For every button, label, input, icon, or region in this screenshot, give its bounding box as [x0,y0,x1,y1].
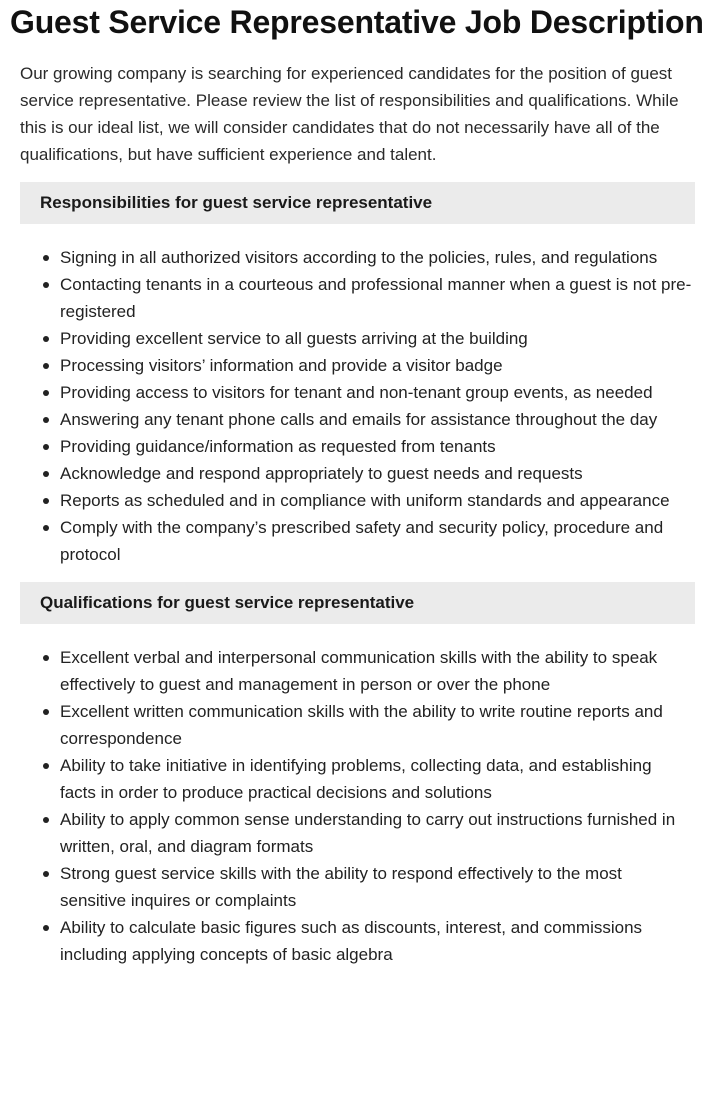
qualifications-list [0,644,692,968]
list-item: Comply with the company’s prescribed safety and security policy, procedure and protocol [60,514,692,568]
list-item: Excellent verbal and interpersonal communication skills with the ability to speak effectively to guest and management in person or over the phone [60,644,692,698]
list-item: Strong guest service skills with the ability to respond effectively to the most sensitive inquires or complaints [60,860,692,914]
list-item: Ability to apply common sense understanding to carry out instructions furnished in written, oral, and diagram formats [60,806,692,860]
list-item: Reports as scheduled and in compliance with uniform standards and appearance [60,487,692,514]
responsibilities-heading: Responsibilities for guest service representative [20,182,695,224]
list-item: Ability to calculate basic figures such as discounts, interest, and commissions including applying concepts of basic algebra [60,914,692,968]
qualifications-heading: Qualifications for guest service representative [20,582,695,624]
page-title: Guest Service Representative Job Description [10,4,704,40]
list-item: Providing guidance/information as requested from tenants [60,433,692,460]
list-item: Ability to take initiative in identifying problems, collecting data, and establishing facts in order to produce practical decisions and solutions [60,752,692,806]
list-item: Answering any tenant phone calls and emails for assistance throughout the day [60,406,692,433]
list-item: Providing access to visitors for tenant and non-tenant group events, as needed [60,379,692,406]
list-item: Acknowledge and respond appropriately to guest needs and requests [60,460,692,487]
intro-paragraph: Our growing company is searching for experienced candidates for the position of guest service representative. Please review the list of responsibilities and qualifications. While this is our ideal list, we will consider candidates that do not necessarily have all of the qualifications, but have sufficient experience and talent. [20,64,679,164]
responsibilities-list [0,244,692,568]
list-item: Processing visitors’ information and provide a visitor badge [60,352,692,379]
list-item: Signing in all authorized visitors according to the policies, rules, and regulations [60,244,692,271]
list-item: Providing excellent service to all guests arriving at the building [60,325,692,352]
list-item: Excellent written communication skills with the ability to write routine reports and correspondence [60,698,692,752]
list-item: Contacting tenants in a courteous and professional manner when a guest is not pre-registered [60,271,692,325]
